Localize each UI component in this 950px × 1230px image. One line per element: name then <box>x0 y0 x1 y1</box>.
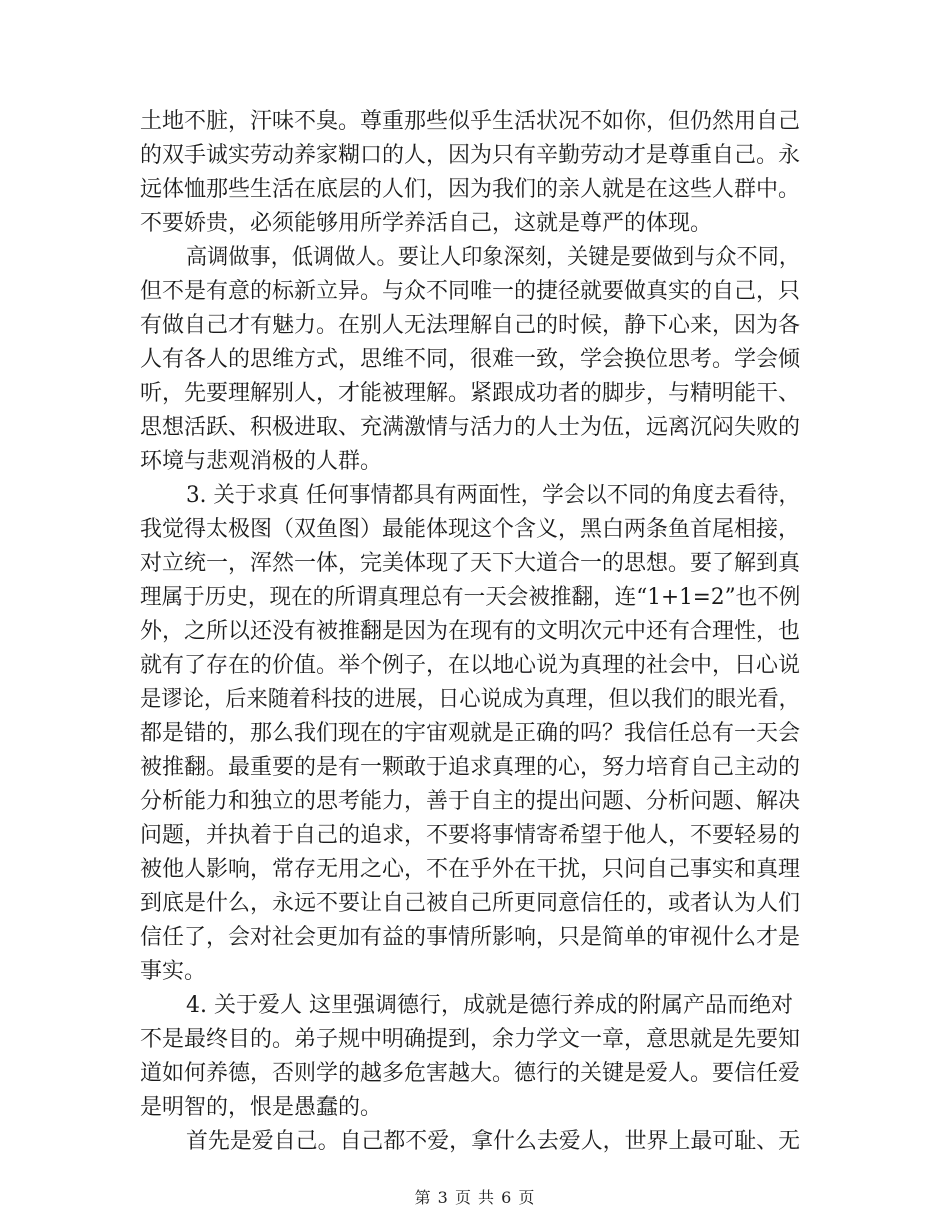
line-text: 思想活跃、积极进取、充满激情与活力的人士为伍，远离沉闷失败的 <box>140 415 801 440</box>
line-text: 的双手诚实劳动养家糊口的人，因为只有辛勤劳动才是尊重自己。永 <box>140 143 801 168</box>
line-text: 远体恤那些生活在底层的人们，因为我们的亲人就是在这些人群中。 <box>140 177 801 202</box>
line-text: 环境与悲观消极的人群。 <box>140 449 383 474</box>
line-text: 3. 关于求真 任何事情都具有两面性，学会以不同的角度去看待， <box>186 483 801 508</box>
line-text: 4. 关于爱人 这里强调德行，成就是德行养成的附属产品而绝对 <box>186 993 793 1018</box>
line-text: 信任了，会对社会更加有益的事情所影响，只是简单的审视什么才是 <box>140 925 801 950</box>
line-text: 事实。 <box>140 959 207 984</box>
line-text: 我觉得太极图（双鱼图）最能体现这个含义，黑白两条鱼首尾相接， <box>140 517 801 542</box>
line-text: 对立统一，浑然一体，完美体现了天下大道合一的思想。要了解到真 <box>140 551 801 576</box>
line-text: 问题，并执着于自己的追求，不要将事情寄希望于他人，不要轻易的 <box>140 823 801 848</box>
line-text: 到底是什么，永远不要让自己被自己所更同意信任的，或者认为人们 <box>140 891 801 916</box>
line-text: 土地不脏，汗味不臭。尊重那些似乎生活状况不如你，但仍然用自己 <box>140 109 801 134</box>
line-text: 不是最终目的。弟子规中明确提到，余力学文一章，意思就是先要知 <box>140 1027 801 1052</box>
page-number-footer: 第 3 页 共 6 页 <box>414 1188 536 1207</box>
line-text: 不要娇贵，必须能够用所学养活自己，这就是尊严的体现。 <box>140 211 713 236</box>
line-text: 有做自己才有魅力。在别人无法理解自己的时候，静下心来，因为各 <box>140 313 801 338</box>
line-text: 是明智的，恨是愚蠢的。 <box>140 1095 383 1120</box>
line-text: 是谬论，后来随着科技的进展，日心说成为真理，但以我们的眼光看， <box>140 687 800 712</box>
line-text: 分析能力和独立的思考能力，善于自主的提出问题、分析问题、解决 <box>140 789 801 814</box>
text-line <box>0 1122 950 1162</box>
line-text: 首先是爱自己。自己都不爱，拿什么去爱人，世界上最可耻、无 <box>186 1129 801 1154</box>
line-text: 被他人影响，常存无用之心，不在乎外在干扰，只问自己事实和真理 <box>140 857 801 882</box>
line-text: 高调做事，低调做人。要让人印象深刻，关键是要做到与众不同， <box>186 245 801 270</box>
line-text: 听，先要理解别人，才能被理解。紧跟成功者的脚步，与精明能干、 <box>140 381 801 406</box>
line-text: 但不是有意的标新立异。与众不同唯一的捷径就要做真实的自己，只 <box>140 279 801 304</box>
line-text: 外，之所以还没有被推翻是因为在现有的文明次元中还有合理性，也 <box>140 619 801 644</box>
line-text: 被推翻。最重要的是有一颗敢于追求真理的心，努力培育自己主动的 <box>140 755 801 780</box>
line-text: 人有各人的思维方式，思维不同，很难一致，学会换位思考。学会倾 <box>140 347 801 372</box>
line-text: 理属于历史，现在的所谓真理总有一天会被推翻，连“1+1=2”也不例 <box>140 585 801 610</box>
line-text: 就有了存在的价值。举个例子，在以地心说为真理的社会中，日心说 <box>140 653 801 678</box>
line-text: 都是错的，那么我们现在的宇宙观就是正确的吗？我信任总有一天会 <box>140 721 801 746</box>
line-text: 道如何养德，否则学的越多危害越大。德行的关键是爱人。要信任爱 <box>140 1061 801 1086</box>
